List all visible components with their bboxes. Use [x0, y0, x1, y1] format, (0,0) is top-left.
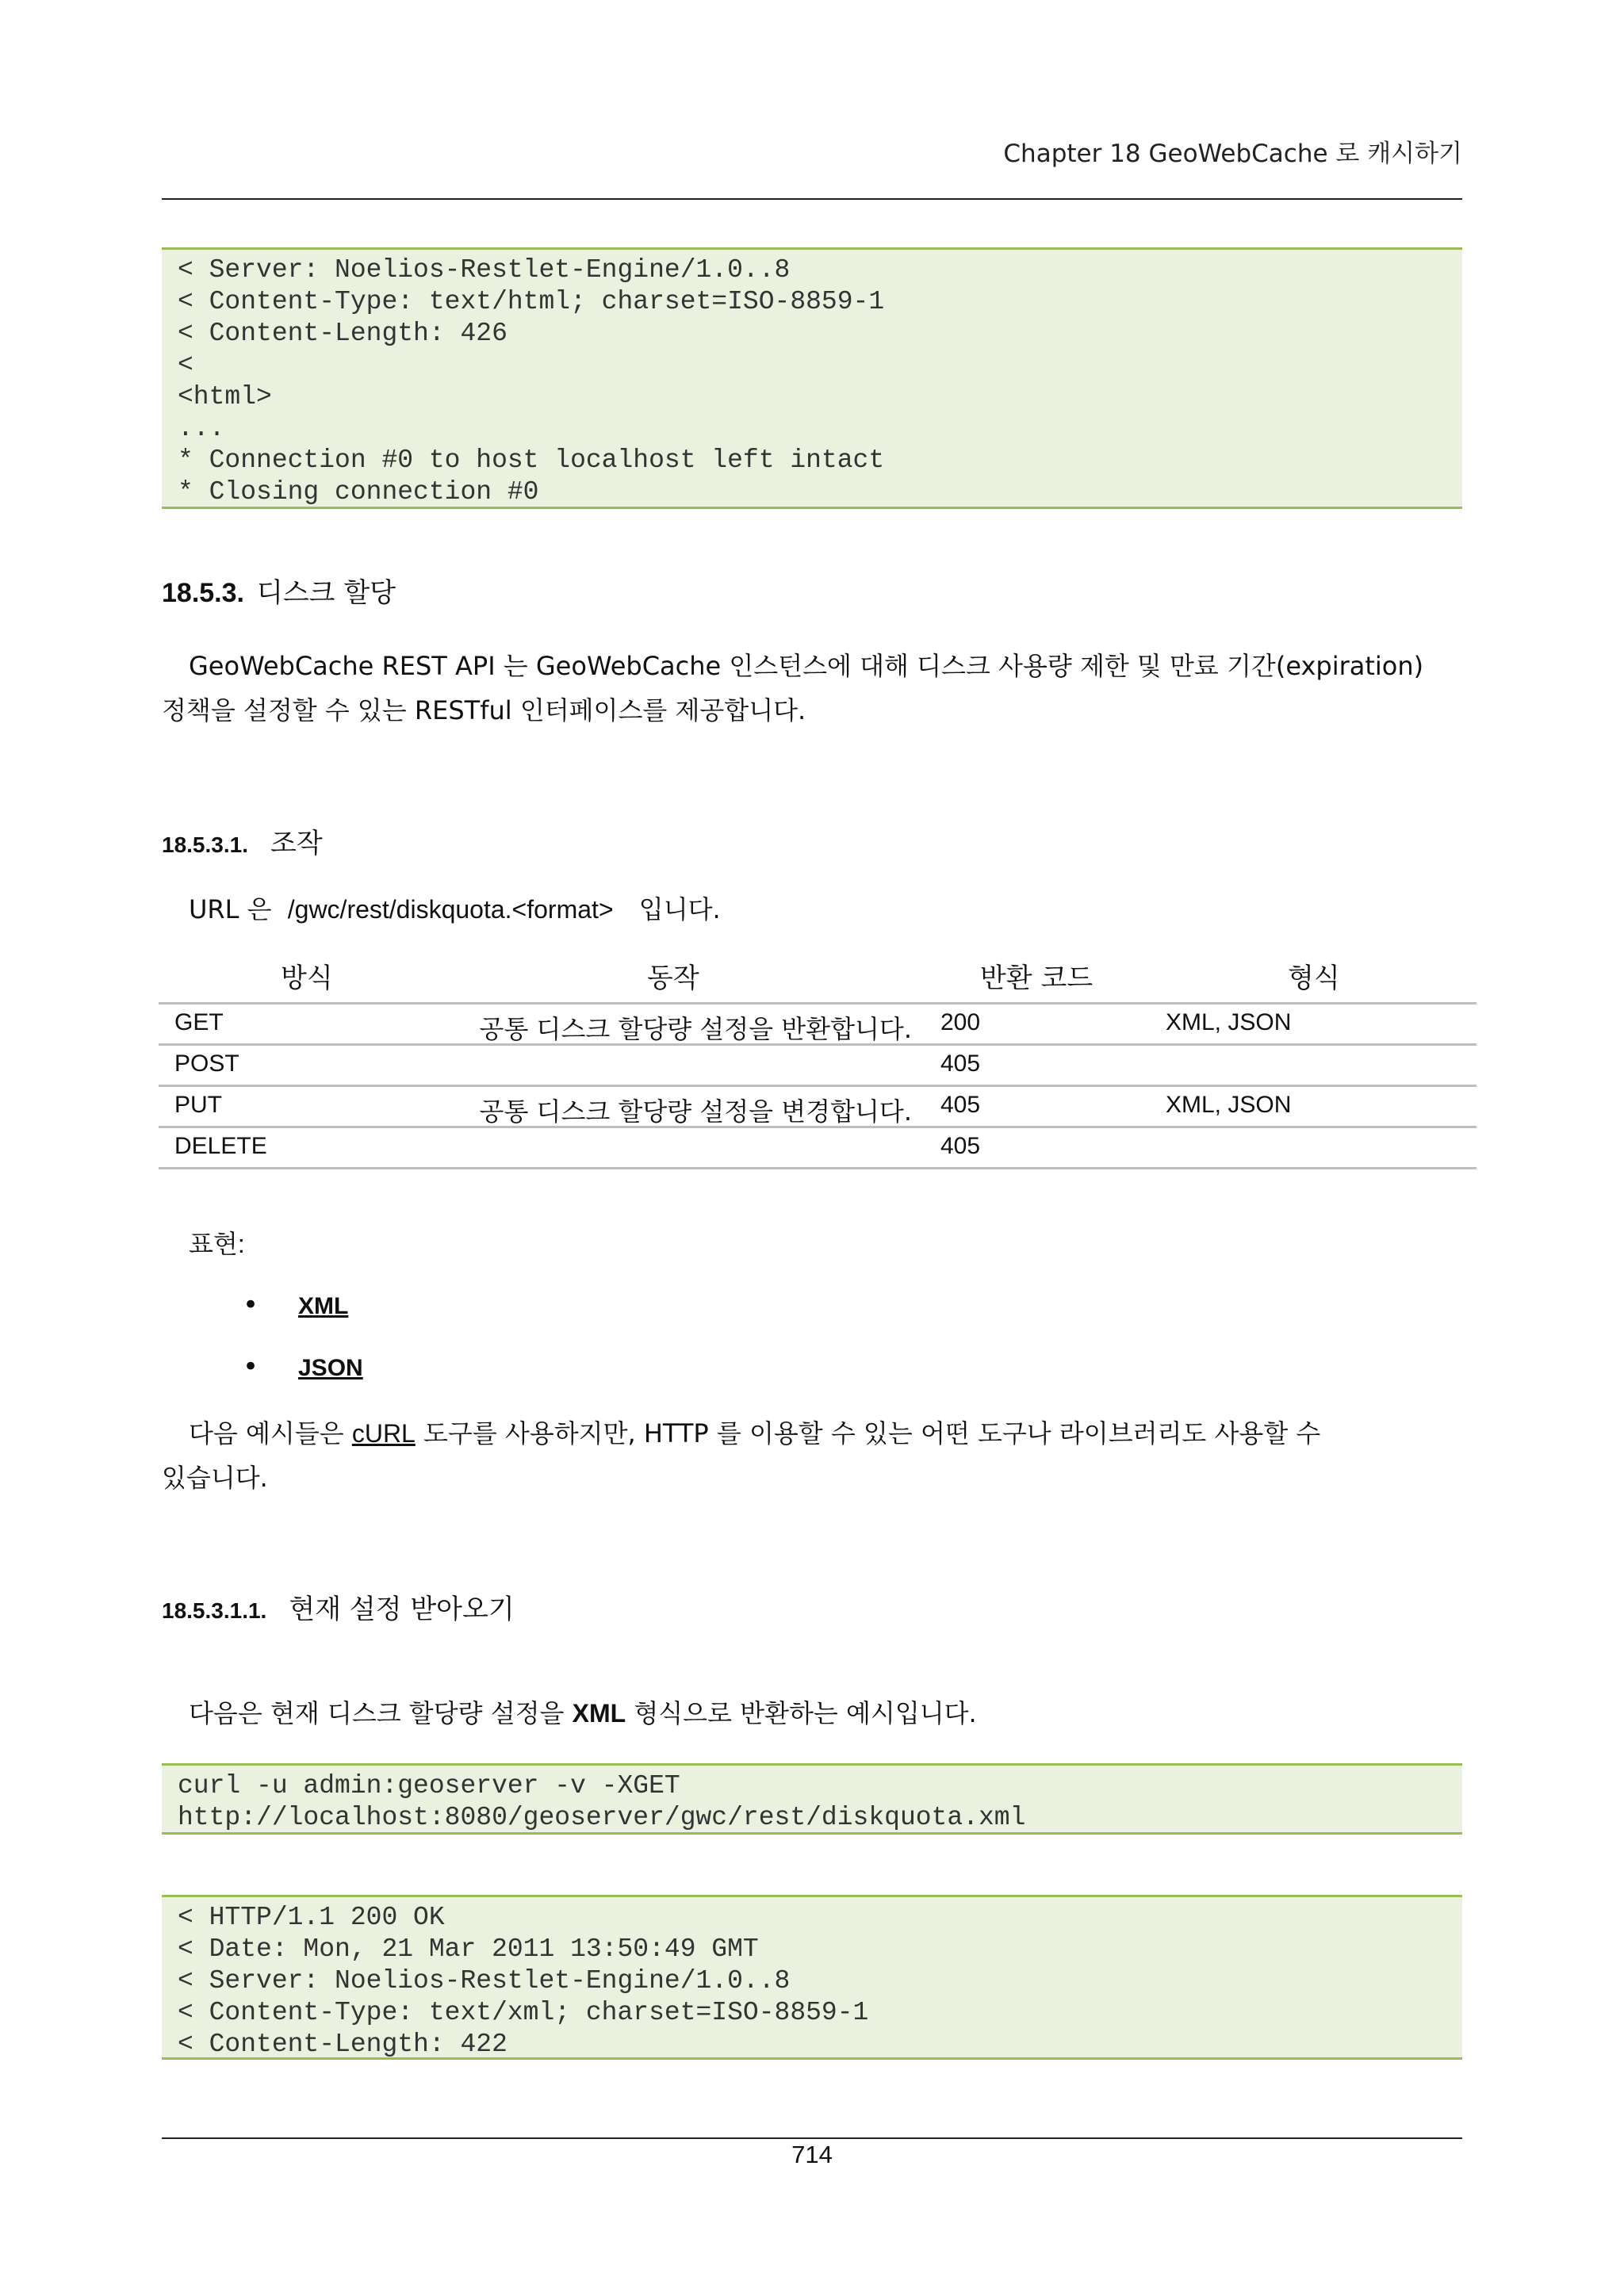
subsubsection-number: 18.5.3.1.1.	[162, 1598, 267, 1623]
table-header-method: 방식	[281, 962, 333, 994]
intro-paragraph	[162, 644, 1462, 733]
representations-label-line	[189, 1224, 245, 1261]
cell-format: XML, JSON	[1166, 1092, 1292, 1118]
cell-method: PUT	[174, 1092, 222, 1118]
table-row	[159, 1004, 1477, 1046]
cell-action: 공통 디스크 할당량 설정을 변경합니다.	[479, 1096, 912, 1127]
examples-paragraph	[162, 1411, 1462, 1500]
code-block-headers	[162, 1895, 1462, 2060]
xml-link[interactable]: XML	[298, 1293, 349, 1319]
representations-label: 표현	[189, 1229, 238, 1259]
code-line: < Content-Type: text/xml; charset=ISO-8859-1	[178, 1998, 869, 2027]
code-line: ...	[178, 414, 225, 443]
list-item	[243, 1289, 348, 1321]
intro-text-1: GeoWebCache REST API 는 GeoWebCache 인스턴스에 대해 디스크 사용량 제한 및 만료 기간(expiration)	[189, 651, 1424, 681]
section-heading	[162, 571, 396, 610]
intro-line-2: 정책을 설정할 수 있는 RESTful 인터페이스를 제공합니다.	[162, 695, 806, 725]
code-line: < Content-Length: 426	[178, 319, 508, 348]
url-path: /gwc/rest/diskquota.<format>	[287, 895, 614, 924]
representations-colon: :	[237, 1230, 245, 1258]
cell-method: DELETE	[174, 1133, 267, 1159]
code-line: <html>	[178, 382, 272, 411]
table-row	[159, 1128, 1477, 1169]
page-number: 714	[791, 2141, 833, 2168]
code-line: curl -u admin:geoserver -v -XGET	[178, 1771, 680, 1800]
table-header-action: 동작	[647, 962, 699, 994]
examples-text-b: 도구를 사용하지만, HTTP 를 이용할 수 있는 어떤 도구나 라이브러리도 사용할 수	[423, 1418, 1321, 1448]
example-intro	[189, 1693, 977, 1730]
curl-link[interactable]: cURL	[351, 1419, 416, 1448]
examples-line-2: 있습니다.	[162, 1463, 268, 1493]
intro-line-1	[162, 644, 1462, 688]
cell-method: GET	[174, 1009, 224, 1035]
examples-text-a: 다음 예시들은	[189, 1418, 344, 1448]
code-line: * Closing connection #0	[178, 477, 539, 507]
code-line: < HTTP/1.1 200 OK	[178, 1903, 445, 1932]
table-header-code: 반환 코드	[980, 962, 1094, 994]
example-intro-b: 형식으로 반환하는 예시입니다.	[634, 1698, 977, 1728]
header-rule	[162, 198, 1462, 200]
subsection-title: 조작	[270, 828, 323, 859]
code-line: < Date: Mon, 21 Mar 2011 13:50:49 GMT	[178, 1934, 759, 1964]
cell-code: 200	[940, 1009, 981, 1035]
url-suffix: 입니다.	[638, 894, 721, 924]
cell-code: 405	[940, 1092, 981, 1118]
bullet-icon: •	[243, 1289, 259, 1321]
section-number: 18.5.3.	[162, 578, 244, 608]
table-header-format: 형식	[1288, 962, 1340, 994]
running-header: Chapter 18 GeoWebCache 로 캐시하기	[1003, 140, 1462, 168]
table-row	[159, 1087, 1477, 1128]
section-title: 디스크 할당	[256, 577, 396, 609]
table-header-row	[159, 951, 1477, 1004]
code-line: < Server: Noelios-Restlet-Engine/1.0..8	[178, 255, 791, 285]
list-item	[243, 1351, 363, 1383]
subsection-number: 18.5.3.1.	[162, 832, 248, 857]
bullet-icon: •	[243, 1351, 259, 1383]
footer-rule	[162, 2137, 1462, 2139]
subsubsection-title: 현재 설정 받아오기	[289, 1594, 515, 1625]
code-line: http://localhost:8080/geoserver/gwc/rest/diskquota.xml	[178, 1803, 1026, 1832]
code-block-request	[162, 1763, 1462, 1835]
example-intro-a: 다음은 현재 디스크 할당량 설정을	[189, 1698, 565, 1728]
code-line: < Server: Noelios-Restlet-Engine/1.0..8	[178, 1966, 791, 1996]
examples-line-1	[162, 1411, 1462, 1456]
code-line: < Content-Type: text/html; charset=ISO-8859-1	[178, 287, 885, 316]
cell-code: 405	[940, 1050, 981, 1077]
table-row	[159, 1046, 1477, 1087]
code-block-response	[162, 247, 1462, 509]
subsubsection-heading	[162, 1587, 515, 1626]
url-prefix: URL 은	[189, 894, 272, 924]
cell-code: 405	[940, 1133, 981, 1159]
operations-table	[159, 951, 1477, 1169]
code-line: <	[178, 350, 193, 380]
url-line	[189, 890, 721, 926]
example-intro-bold: XML	[572, 1699, 626, 1728]
cell-action: 공통 디스크 할당량 설정을 반환합니다.	[479, 1014, 912, 1044]
cell-format: XML, JSON	[1166, 1009, 1292, 1035]
cell-method: POST	[174, 1050, 239, 1077]
code-line: * Connection #0 to host localhost left intact	[178, 446, 885, 475]
code-line: < Content-Length: 422	[178, 2030, 508, 2059]
subsection-heading	[162, 821, 323, 860]
json-link[interactable]: JSON	[298, 1355, 363, 1381]
